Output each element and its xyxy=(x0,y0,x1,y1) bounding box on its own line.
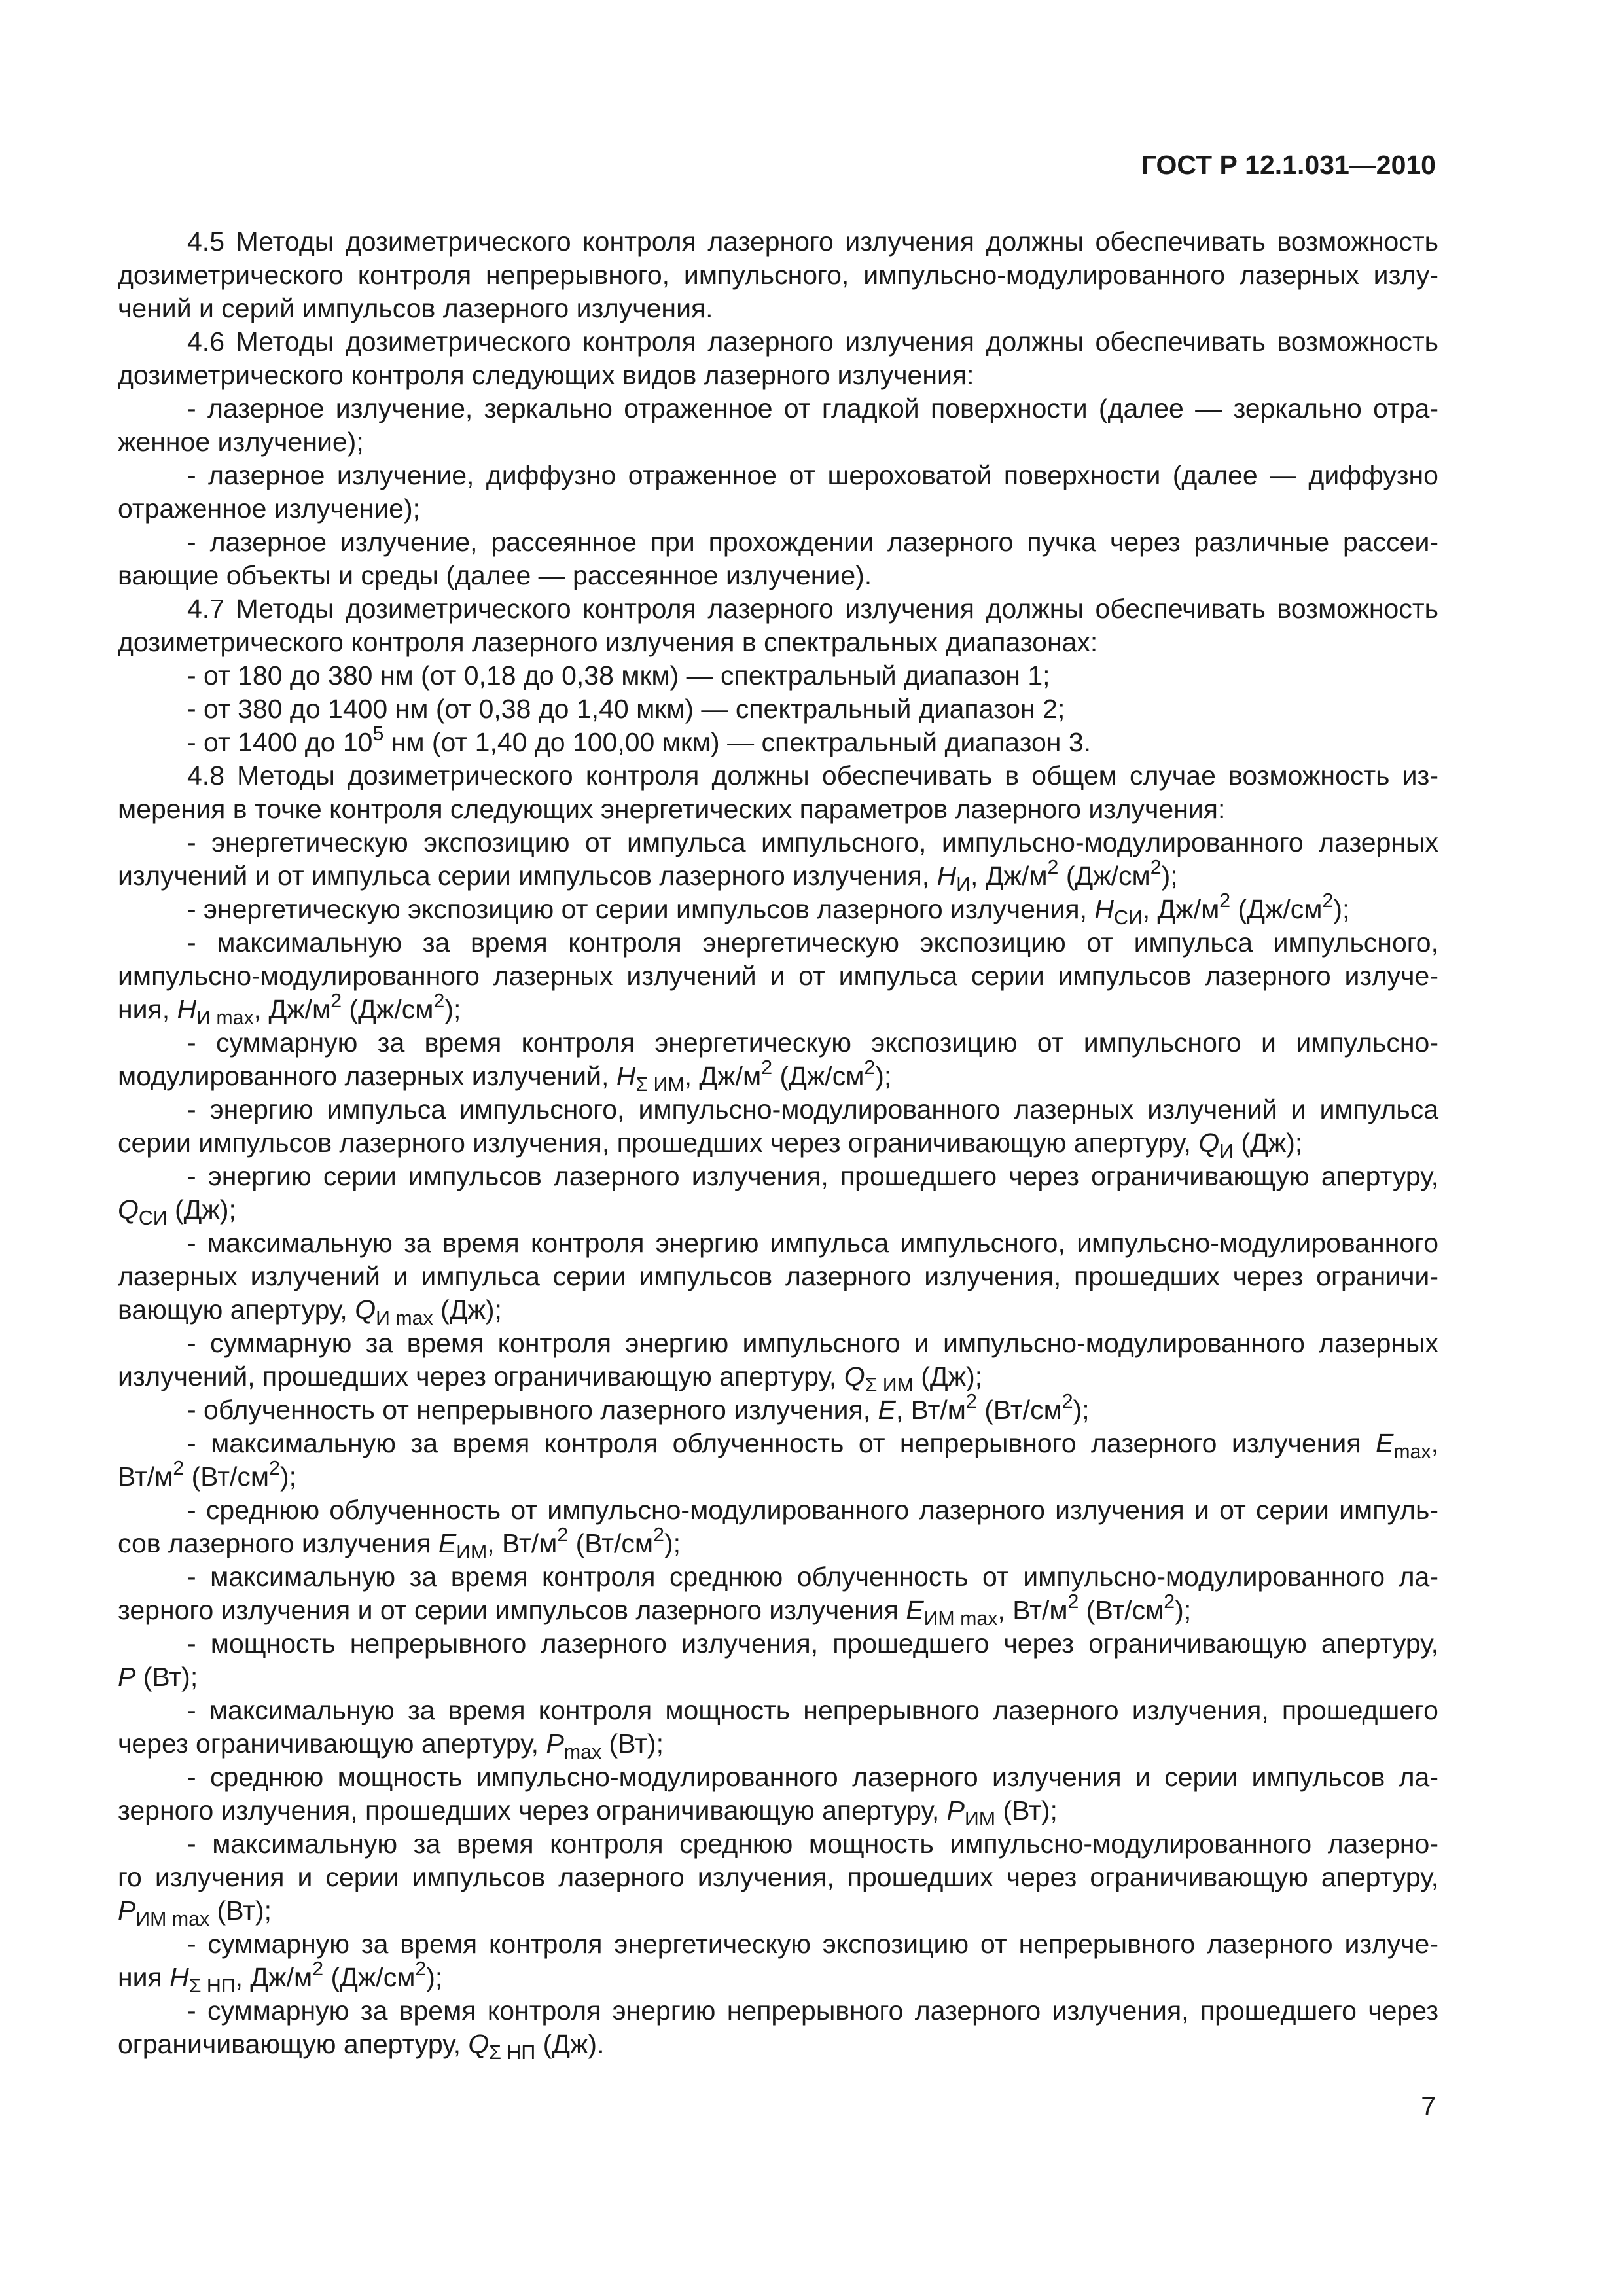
text-run: , Дж/м xyxy=(253,994,331,1024)
text-line xyxy=(118,793,1438,826)
text-line xyxy=(118,1694,1438,1727)
text-run: (Дж); xyxy=(1234,1128,1303,1158)
symbol: Q xyxy=(355,1295,376,1325)
text-line xyxy=(118,1827,1438,1861)
text-line xyxy=(118,359,1438,392)
text-line xyxy=(118,857,1438,896)
subscript: ИМ max xyxy=(135,1909,210,1931)
subscript: И xyxy=(956,874,971,896)
text-run: 4.5 Методы дозиметрического контроля лазерного излучения должны обеспечивать возможность xyxy=(187,226,1438,257)
text-line xyxy=(118,1227,1438,1260)
text-run: (Вт/см xyxy=(184,1462,270,1492)
text-line xyxy=(118,1193,1438,1230)
list-item xyxy=(118,1761,1438,1831)
symbol: P xyxy=(118,1895,136,1926)
list-item xyxy=(118,526,1438,592)
text-line xyxy=(118,1057,1438,1096)
text-run: - энергию импульса импульсного, импульсно-модулированного лазерных излучений и импульса xyxy=(187,1094,1438,1124)
superscript: 2 xyxy=(1061,1391,1073,1413)
text-line xyxy=(118,692,1438,726)
text-line xyxy=(118,559,1438,592)
paragraph xyxy=(118,325,1438,392)
text-run: зерного излучения и от серии импульсов лазерного излучения xyxy=(118,1595,906,1625)
text-run: серии импульсов лазерного излучения, прошедших через ограничивающую апертуру, xyxy=(118,1128,1199,1158)
symbol: E xyxy=(878,1395,896,1425)
text-run: ); xyxy=(875,1061,892,1091)
text-line xyxy=(118,1524,1438,1564)
list-item xyxy=(118,459,1438,526)
list-item xyxy=(118,1093,1438,1163)
document-code-header: ГОСТ Р 12.1.031—2010 xyxy=(1141,150,1436,180)
text-line xyxy=(118,1761,1438,1794)
text-run: (Дж). xyxy=(535,2029,605,2059)
text-line xyxy=(118,1093,1438,1126)
text-line xyxy=(118,592,1438,626)
symbol: H xyxy=(177,994,197,1024)
text-line xyxy=(118,1894,1438,1931)
text-line xyxy=(118,890,1438,929)
text-run: дозиметрического контроля следующих видов лазерного излучения: xyxy=(118,360,974,390)
text-run: ); xyxy=(1333,894,1350,924)
subscript: ИМ max xyxy=(923,1608,998,1630)
symbol: E xyxy=(906,1595,924,1625)
list-item xyxy=(118,1627,1438,1694)
text-run: 4.8 Методы дозиметрического контроля должны обеспечивать в общем случае возможность из- xyxy=(187,761,1438,791)
subscript: ИМ xyxy=(456,1541,488,1564)
text-run: - среднюю облученность от импульсно-модулированного лазерного излучения и от серии импуль- xyxy=(187,1495,1438,1525)
text-run: - от 380 до 1400 нм (от 0,38 до 1,40 мкм) — спектральный диапазон 2; xyxy=(187,694,1065,724)
text-line xyxy=(118,926,1438,960)
text-run: , xyxy=(1431,1428,1438,1458)
paragraph xyxy=(118,225,1438,325)
text-run: - максимальную за время контроля энергию импульса импульсного, импульсно-модулированного xyxy=(187,1228,1438,1258)
text-run: импульсно-модулированного лазерных излучений и от импульса серии импульсов лазерного излуче- xyxy=(118,961,1438,991)
text-run: (Дж/см xyxy=(323,1962,416,1992)
document-body xyxy=(118,225,1438,2064)
text-line xyxy=(118,1591,1438,1630)
text-line xyxy=(118,1160,1438,1193)
text-line xyxy=(118,1727,1438,1764)
text-run: через ограничивающую апертуру, xyxy=(118,1729,546,1759)
text-run: го излучения и серии импульсов лазерного излучения, прошедших через ограничивающую апертуру, xyxy=(118,1862,1438,1892)
text-run: излучений, прошедших через ограничивающую апертуру, xyxy=(118,1361,844,1391)
text-run: - энергетическую экспозицию от серии импульсов лазерного излучения, xyxy=(187,894,1095,924)
text-line xyxy=(118,392,1438,425)
list-item xyxy=(118,1427,1438,1494)
text-run: , Вт/м xyxy=(895,1395,966,1425)
text-line xyxy=(118,1958,1438,1998)
text-run: (Вт/см xyxy=(1079,1595,1164,1625)
text-run: , Дж/м xyxy=(1142,894,1220,924)
list-item xyxy=(118,1694,1438,1764)
symbol: H xyxy=(616,1061,636,1091)
text-line xyxy=(118,759,1438,793)
list-item xyxy=(118,1994,1438,2064)
subscript: Σ НП xyxy=(188,1975,236,1998)
text-run: - лазерное излучение, рассеянное при прохождении лазерного пучка через различные рассеи- xyxy=(187,527,1438,557)
text-run: дозиметрического контроля лазерного излучения в спектральных диапазонах: xyxy=(118,627,1098,657)
text-run: - облученность от непрерывного лазерного излучения, xyxy=(187,1395,878,1425)
text-run: - максимальную за время контроля среднюю мощность импульсно-модулированного лазерно- xyxy=(187,1829,1438,1859)
symbol: H xyxy=(936,861,957,891)
subscript: СИ xyxy=(1114,907,1143,929)
text-run: вающую апертуру, xyxy=(118,1295,355,1325)
list-item xyxy=(118,1393,1438,1427)
text-run: чений и серий импульсов лазерного излучения. xyxy=(118,293,713,323)
symbol: E xyxy=(1375,1428,1394,1458)
text-line xyxy=(118,1360,1438,1397)
text-line xyxy=(118,990,1438,1030)
superscript: 5 xyxy=(372,723,384,745)
symbol: E xyxy=(438,1528,457,1558)
text-line xyxy=(118,1928,1438,1961)
text-line xyxy=(118,259,1438,292)
text-line xyxy=(118,2028,1438,2064)
superscript: 2 xyxy=(1067,1591,1079,1613)
superscript: 2 xyxy=(415,1958,427,1981)
text-run: , Вт/м xyxy=(997,1595,1068,1625)
text-run: - лазерное излучение, диффузно отраженное от шероховатой поверхности (далее — диффузно xyxy=(187,460,1438,490)
symbol: P xyxy=(946,1795,965,1825)
text-line xyxy=(118,225,1438,259)
list-item xyxy=(118,1827,1438,1931)
text-run: (Дж); xyxy=(167,1194,236,1225)
subscript: Σ ИМ xyxy=(635,1074,685,1096)
text-line xyxy=(118,1494,1438,1527)
symbol: H xyxy=(1094,894,1115,924)
list-item xyxy=(118,890,1438,929)
symbol: Q xyxy=(1198,1128,1220,1158)
text-run: - максимальную за время контроля среднюю облученность от импульсно-модулированного ла- xyxy=(187,1562,1438,1592)
subscript: max xyxy=(1393,1441,1431,1463)
list-item xyxy=(118,1160,1438,1230)
text-line xyxy=(118,1627,1438,1660)
list-item xyxy=(118,1560,1438,1630)
subscript: max xyxy=(563,1742,602,1764)
text-run: нм (от 1,40 до 100,00 мкм) — спектральный диапазон 3. xyxy=(383,727,1092,757)
text-line xyxy=(118,1026,1438,1060)
text-run: (Вт); xyxy=(995,1795,1058,1825)
superscript: 2 xyxy=(1047,857,1059,879)
list-item xyxy=(118,826,1438,896)
superscript: 2 xyxy=(269,1458,280,1480)
text-run: (Дж/см xyxy=(1058,861,1150,891)
text-line xyxy=(118,826,1438,859)
text-run: , Дж/м xyxy=(970,861,1048,891)
list-item xyxy=(118,692,1438,726)
text-run: Вт/м xyxy=(118,1462,173,1492)
text-line xyxy=(118,1560,1438,1594)
text-line xyxy=(118,425,1438,459)
text-run: дозиметрического контроля непрерывного, импульсного, импульсно-модулированного лазерных излу- xyxy=(118,260,1438,290)
text-line xyxy=(118,1861,1438,1894)
text-line xyxy=(118,1126,1438,1163)
superscript: 2 xyxy=(653,1524,664,1547)
text-run: - от 180 до 380 нм (от 0,18 до 0,38 мкм) — спектральный диапазон 1; xyxy=(187,660,1050,691)
text-run: женное излучение); xyxy=(118,427,364,457)
superscript: 2 xyxy=(1150,857,1162,879)
text-run: ния, xyxy=(118,994,177,1024)
text-run: , Дж/м xyxy=(235,1962,313,1992)
text-run: отраженное излучение); xyxy=(118,493,421,524)
text-run: вающие объекты и среды (далее — рассеянное излучение). xyxy=(118,560,872,590)
text-run: - максимальную за время контроля облученность от непрерывного лазерного излучения xyxy=(187,1428,1376,1458)
text-line xyxy=(118,1427,1438,1463)
text-run: ); xyxy=(444,994,461,1024)
text-run: - максимальную за время контроля энергетическую экспозицию от импульса импульсного, xyxy=(187,927,1438,958)
list-item xyxy=(118,392,1438,459)
text-run: ); xyxy=(664,1528,681,1558)
superscript: 2 xyxy=(433,990,445,1013)
superscript: 2 xyxy=(173,1458,185,1480)
list-item xyxy=(118,926,1438,1030)
subscript: Σ НП xyxy=(489,2042,536,2064)
superscript: 2 xyxy=(966,1391,977,1413)
list-item xyxy=(118,1026,1438,1096)
text-run: - лазерное излучение, зеркально отраженное от гладкой поверхности (далее — зеркально отра- xyxy=(187,393,1438,423)
superscript: 2 xyxy=(1219,890,1231,912)
text-line xyxy=(118,325,1438,359)
text-line xyxy=(118,1660,1438,1694)
text-run: (Дж/см xyxy=(1230,894,1323,924)
subscript: И max xyxy=(196,1007,254,1030)
text-run: лазерных излучений и импульса серии импульсов лазерного излучения, прошедших через ограничи- xyxy=(118,1261,1438,1291)
text-run: ограничивающую апертуру, xyxy=(118,2029,469,2059)
text-run: , Вт/м xyxy=(487,1528,558,1558)
symbol: Q xyxy=(118,1194,139,1225)
subscript: И xyxy=(1219,1141,1234,1163)
text-line xyxy=(118,1327,1438,1360)
text-run: ); xyxy=(1073,1395,1090,1425)
text-run: (Дж/см xyxy=(342,994,434,1024)
text-run: излучений и от импульса серии импульсов лазерного излучения, xyxy=(118,861,937,891)
text-run: 4.7 Методы дозиметрического контроля лазерного излучения должны обеспечивать возможность xyxy=(187,594,1438,624)
text-line xyxy=(118,1293,1438,1330)
text-run: , Дж/м xyxy=(684,1061,762,1091)
paragraph xyxy=(118,592,1438,659)
text-run: модулированного лазерных излучений, xyxy=(118,1061,616,1091)
text-run: 4.6 Методы дозиметрического контроля лазерного излучения должны обеспечивать возможность xyxy=(187,327,1438,357)
text-run: мерения в точке контроля следующих энергетических параметров лазерного излучения: xyxy=(118,794,1226,824)
text-run: - суммарную за время контроля энергию импульсного и импульсно-модулированного лазерных xyxy=(187,1328,1438,1358)
text-run: (Дж); xyxy=(433,1295,502,1325)
text-run: - суммарную за время контроля энергетическую экспозицию от импульсного и импульсно- xyxy=(187,1028,1438,1058)
text-run: ния xyxy=(118,1962,170,1992)
text-run: - суммарную за время контроля энергетическую экспозицию от непрерывного лазерного излуче- xyxy=(187,1929,1438,1959)
page-number: 7 xyxy=(1421,2091,1436,2121)
text-run: (Дж/см xyxy=(772,1061,865,1091)
subscript: СИ xyxy=(138,1208,168,1230)
text-run: - максимальную за время контроля мощность непрерывного лазерного излучения, прошедшего xyxy=(187,1695,1438,1725)
text-line xyxy=(118,492,1438,526)
superscript: 2 xyxy=(312,1958,324,1981)
text-line xyxy=(118,1260,1438,1293)
symbol: Q xyxy=(844,1361,865,1391)
text-line xyxy=(118,1393,1438,1427)
text-run: ); xyxy=(1175,1595,1192,1625)
text-run: сов лазерного излучения xyxy=(118,1528,438,1558)
text-run: - суммарную за время контроля энергию непрерывного лазерного излучения, прошедшего через xyxy=(187,1996,1438,2026)
text-line xyxy=(118,1460,1438,1494)
subscript: Σ ИМ xyxy=(865,1374,914,1397)
text-run: - энергетическую экспозицию от импульса импульсного, импульсно-модулированного лазерных xyxy=(187,827,1438,857)
text-line xyxy=(118,659,1438,692)
text-line xyxy=(118,960,1438,993)
text-line xyxy=(118,1794,1438,1831)
list-item xyxy=(118,723,1438,759)
text-run: (Дж); xyxy=(913,1361,983,1391)
superscript: 2 xyxy=(864,1057,876,1079)
subscript: ИМ xyxy=(965,1808,996,1831)
text-run: (Вт); xyxy=(209,1895,272,1926)
text-run: (Вт/см xyxy=(568,1528,654,1558)
text-line xyxy=(118,723,1438,759)
list-item xyxy=(118,1928,1438,1998)
symbol: P xyxy=(546,1729,564,1759)
list-item xyxy=(118,659,1438,692)
subscript: И max xyxy=(376,1308,433,1330)
text-line xyxy=(118,292,1438,325)
symbol: H xyxy=(169,1962,189,1992)
superscript: 2 xyxy=(330,990,342,1013)
text-line xyxy=(118,626,1438,659)
text-run: - энергию серии импульсов лазерного излучения, прошедшего через ограничивающую апертуру, xyxy=(187,1161,1438,1191)
text-run: зерного излучения, прошедших через ограничивающую апертуру, xyxy=(118,1795,947,1825)
text-run: (Вт/см xyxy=(976,1395,1062,1425)
text-line xyxy=(118,1994,1438,2028)
superscript: 2 xyxy=(1164,1591,1175,1613)
text-run: - от 1400 до 10 xyxy=(187,727,373,757)
superscript: 2 xyxy=(1322,890,1334,912)
paragraph xyxy=(118,759,1438,826)
symbol: Q xyxy=(468,2029,490,2059)
text-run: ); xyxy=(1161,861,1178,891)
text-line xyxy=(118,459,1438,492)
text-run: - среднюю мощность импульсно-модулированного лазерного излучения и серии импульсов ла- xyxy=(187,1762,1438,1792)
text-run: - мощность непрерывного лазерного излучения, прошедшего через ограничивающую апертуру, xyxy=(187,1628,1438,1659)
text-run: ); xyxy=(426,1962,443,1992)
text-run: ); xyxy=(279,1462,297,1492)
text-run: (Вт); xyxy=(601,1729,664,1759)
text-run: (Вт); xyxy=(135,1662,198,1692)
superscript: 2 xyxy=(761,1057,773,1079)
list-item xyxy=(118,1327,1438,1397)
list-item xyxy=(118,1227,1438,1330)
text-line xyxy=(118,526,1438,559)
symbol: P xyxy=(118,1662,136,1692)
superscript: 2 xyxy=(557,1524,569,1547)
list-item xyxy=(118,1494,1438,1564)
